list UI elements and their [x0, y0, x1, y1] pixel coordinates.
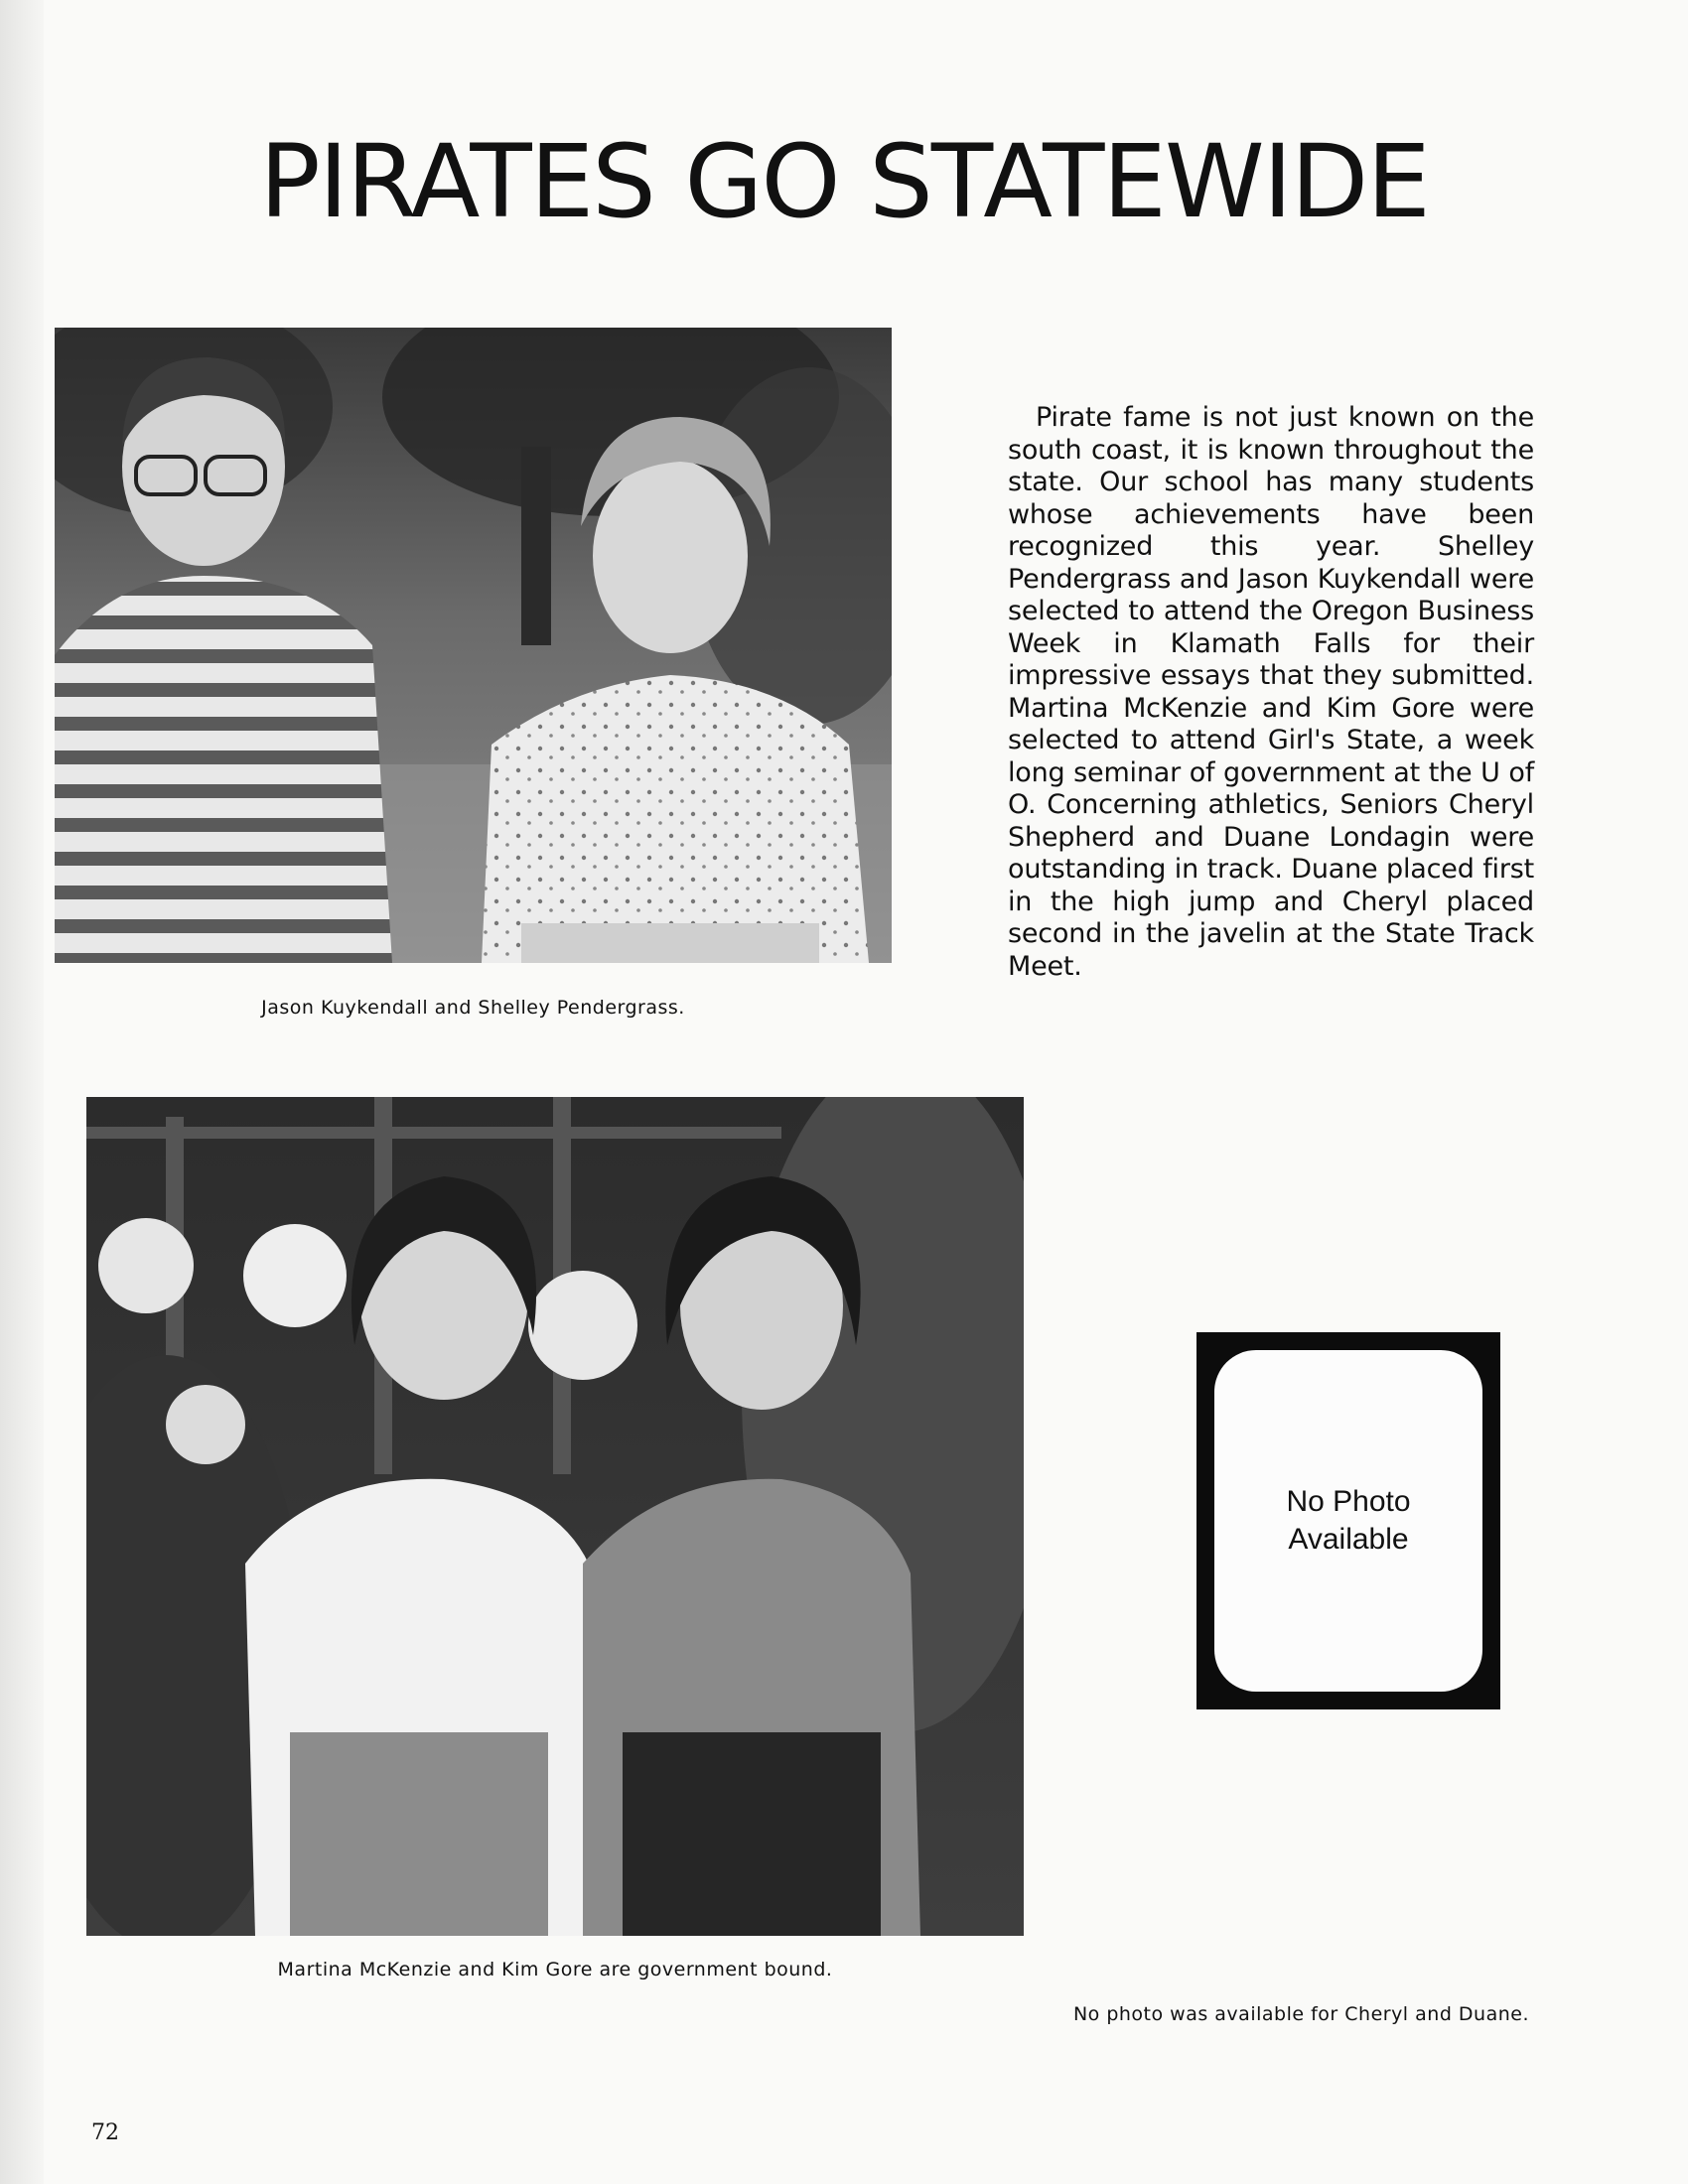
page-title: PIRATES GO STATEWIDE: [259, 123, 1429, 241]
photo-jason-shelley: [55, 328, 892, 963]
placeholder-caption: No photo was available for Cheryl and Duane.: [1072, 2003, 1529, 2025]
article-body: [1008, 402, 1534, 983]
page-edge-shadow: [0, 0, 44, 2184]
photo-caption: Martina McKenzie and Kim Gore are government bound.: [277, 1959, 833, 1980]
photo-caption: Jason Kuykendall and Shelley Pendergrass.: [261, 997, 685, 1019]
placeholder-text: No Photo Available: [1286, 1485, 1411, 1556]
no-photo-placeholder: [1196, 1332, 1500, 1709]
photo-martina-kim: [86, 1097, 1024, 1936]
page-number: 72: [91, 2120, 119, 2145]
article-text: Pirate fame is not just known on the south coast, it is known throughout the state. Our school has many students whose achievements have been recognized this year. Shelley Pendergrass and Jason Kuykendall were selected to attend the Oregon Business Week in Klamath Falls for their impressive essays that they submitted. Martina McKenzie and Kim Gore were selected to attend Girl's State, a week long seminar of government at the U of O. Concerning athletics, Seniors Cheryl Shepherd and Duane Londagin were outstanding in track. Duane placed first in the high jump and Cheryl placed second in the javelin at the State Track Meet.: [1008, 402, 1534, 982]
placeholder-frame: [1214, 1350, 1482, 1692]
